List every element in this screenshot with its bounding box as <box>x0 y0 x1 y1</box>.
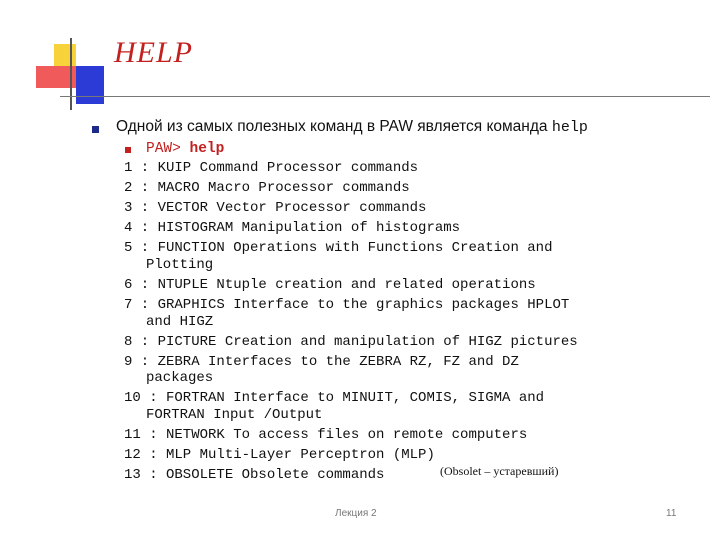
help-list-item-text: 6 : NTUPLE Ntuple creation and related operations <box>124 276 536 293</box>
help-list-item-text: 7 : GRAPHICS Interface to the graphics packages HPLOT <box>124 297 570 314</box>
title-divider <box>60 96 710 97</box>
obsolete-note: (Obsolet – устаревший) <box>440 464 559 478</box>
help-list-item-continuation: FORTRAN Input /Output <box>146 406 323 423</box>
decor-vertical-line <box>70 38 72 110</box>
help-list-item-text: 9 : ZEBRA Interfaces to the ZEBRA RZ, FZ and DZ <box>124 353 519 370</box>
intro-command: help <box>551 119 588 136</box>
help-list-item-text: 2 : MACRO Macro Processor commands <box>124 180 410 197</box>
help-list-item-text: 4 : HISTOGRAM Manipulation of histograms <box>124 220 461 237</box>
help-list-item <box>124 297 664 330</box>
decor-blue-square <box>76 66 104 104</box>
footer-lecture-label: Лекция 2 <box>335 508 377 519</box>
sub-bullet-square-icon <box>125 147 131 153</box>
help-list-item-text: 12 : MLP Multi-Layer Perceptron (MLP) <box>124 447 435 464</box>
help-list-item <box>124 334 664 351</box>
help-list-item <box>124 240 664 273</box>
help-list-item-continuation: packages <box>146 370 214 387</box>
help-list-item-continuation: Plotting <box>146 256 214 273</box>
intro-text-line <box>116 118 588 136</box>
bullet-square-icon <box>92 126 99 133</box>
help-list-item <box>124 160 664 177</box>
help-list-item-text: 10 : FORTRAN Interface to MINUIT, COMIS, SIGMA and <box>124 390 545 407</box>
help-list-item <box>124 220 664 237</box>
help-list-item-text: 1 : KUIP Command Processor commands <box>124 160 419 176</box>
help-list-item <box>124 180 664 197</box>
prompt-text: PAW> <box>146 141 190 157</box>
paw-prompt <box>146 141 224 157</box>
help-list-item <box>124 390 664 423</box>
intro-text: Одной из самых полезных команд в PAW является команда <box>116 118 552 135</box>
help-list-item-text: 8 : PICTURE Creation and manipulation of HIGZ pictures <box>124 333 578 350</box>
page-number: 11 <box>666 508 677 519</box>
help-list-item-text: 13 : OBSOLETE Obsolete commands <box>124 467 385 484</box>
help-list-item <box>124 200 664 217</box>
help-list-item <box>124 427 664 444</box>
help-list-item <box>124 277 664 294</box>
prompt-command: help <box>189 141 225 157</box>
help-list-item-text: 3 : VECTOR Vector Processor commands <box>124 200 427 217</box>
help-list-item-continuation: and HIGZ <box>146 313 214 330</box>
help-list-item <box>124 354 664 387</box>
help-list-item-text: 5 : FUNCTION Operations with Functions Creation and <box>124 240 553 257</box>
slide-title: HELP <box>114 36 193 69</box>
help-command-list <box>124 160 664 487</box>
help-list-item <box>124 447 664 464</box>
help-list-item-text: 11 : NETWORK To access files on remote computers <box>124 426 528 443</box>
help-list-item <box>124 467 664 484</box>
